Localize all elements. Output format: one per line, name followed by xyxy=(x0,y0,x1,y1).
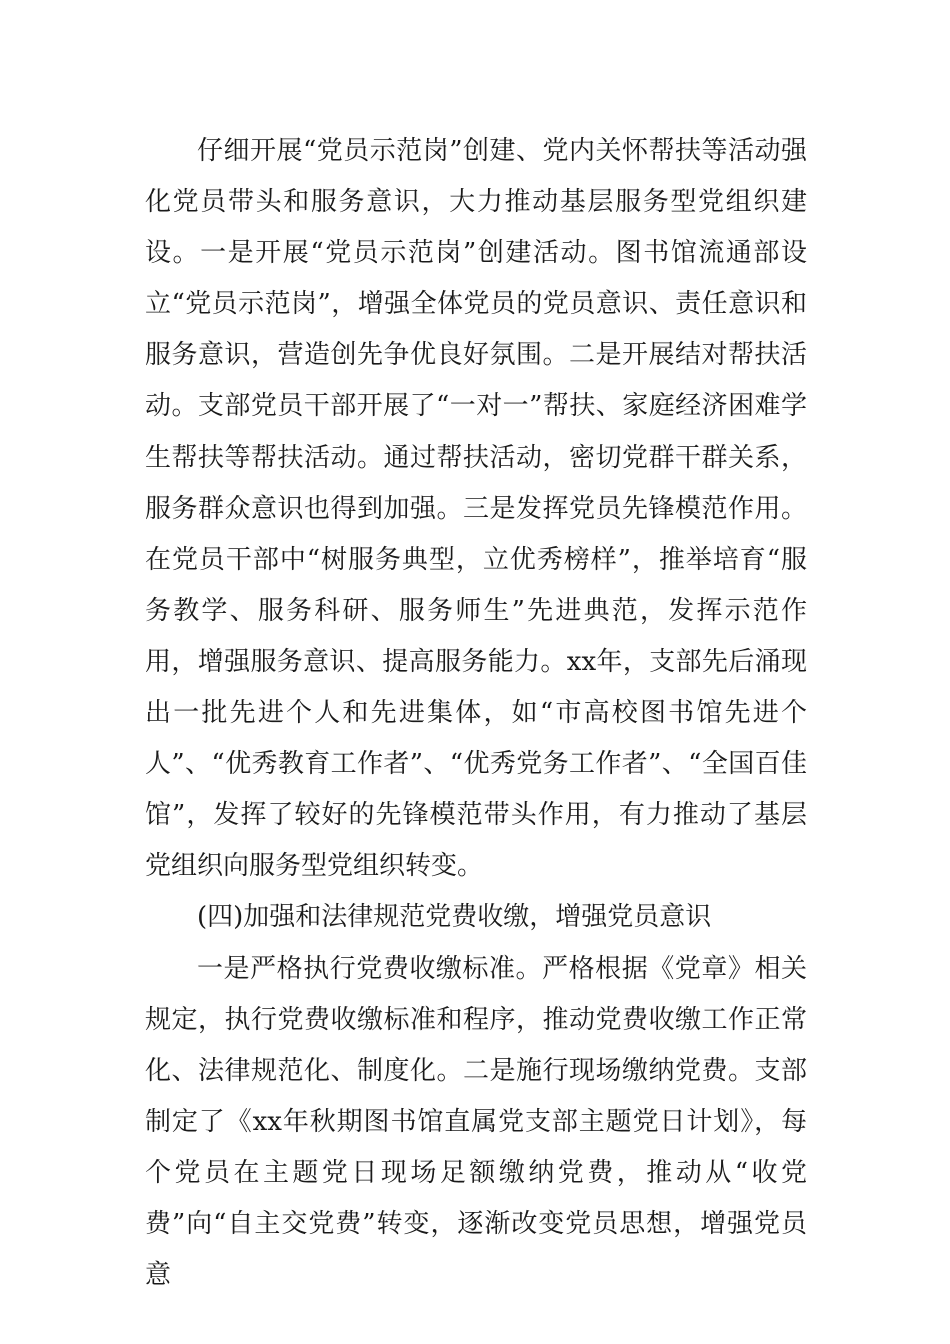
paragraph-party-dues: 一是严格执行党费收缴标准。严格根据《党章》相关规定，执行党费收缴标准和程序，推动党费收缴工作正常化、法律规范化、制度化。二是施行现场缴纳党费。支部制定了《xx年秋期图书馆直属党支部主题党日计划》，每个党员在主题党日现场足额缴纳党费，推动从“收党费”向“自主交党费”转变，逐渐改变党员思想，增强党员意 xyxy=(145,953,807,1291)
paragraph-service-activities: 仔细开展“党员示范岗”创建、党内关怀帮扶等活动强化党员带头和服务意识，大力推动基层服务型党组织建设。一是开展“党员示范岗”创建活动。图书馆流通部设立“党员示范岗”，增强全体党员的党员意识、责任意识和服务意识，营造创先争优良好氛围。二是开展结对帮扶活动。支部党员干部开展了“一对一”帮扶、家庭经济困难学生帮扶等帮扶活动。通过帮扶活动，密切党群干群关系，服务群众意识也得到加强。三是发挥党员先锋模范作用。在党员干部中“树服务典型，立优秀榜样”，推举培育“服务教学、服务科研、服务师生”先进典范，发挥示范作用，增强服务意识、提高服务能力。xx年，支部先后涌现出一批先进个人和先进集体，如“市高校图书馆先进个人”、“优秀教育工作者”、“优秀党务工作者”、“全国百佳馆”，发挥了较好的先锋模范带头作用，有力推动了基层党组织向服务型党组织转变。 xyxy=(145,136,807,882)
document-body xyxy=(145,126,807,1301)
section-heading-party-dues: (四)加强和法律规范党费收缴，增强党员意识 xyxy=(197,902,712,933)
